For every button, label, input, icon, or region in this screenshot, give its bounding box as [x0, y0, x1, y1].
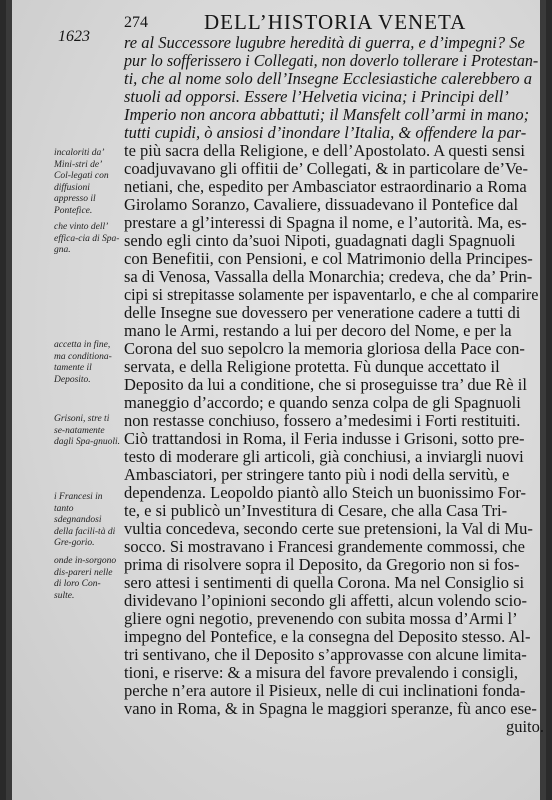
margin-note: i Francesi in tanto sdegnandosi della facili-tà di Gre-gorio.: [54, 492, 116, 548]
year-marginal: 1623: [58, 28, 90, 45]
text-line: tri sentivano, che il Deposito s’approvasse con alcune limita-: [124, 645, 527, 664]
text-line: Ciò trattandosi in Roma, il Feria indusse i Grisoni, sotto pre-: [124, 429, 525, 448]
margin-note: che vinto dell’ effica-cia di Spa-gna.: [54, 222, 120, 255]
text-line: non restasse conchiuso, fossero a’medesimi i Forti restituiti.: [124, 411, 521, 430]
text-line: con Benefitii, con Pensioni, e col Matrimonio della Principes-: [124, 249, 533, 268]
text-line: te, e si publicò un’Investitura di Cesare, che alla Casa Tri-: [124, 501, 508, 520]
text-line: pur lo sofferissero i Collegati, non doverlo tollerare i Protestan-: [124, 51, 539, 70]
text-line: Corona del suo sepolcro la memoria gloriosa della Pace con-: [124, 339, 525, 358]
text-line: re al Successore lugubre heredità di guerra, e d’impegni? Se: [124, 33, 525, 52]
text-line: perche n’era autore il Pisieux, nelle di cui inclinationi fonda-: [124, 681, 526, 700]
text-line: sendo egli cinto da’suoi Nipoti, guadagnati dagli Spagnuoli: [124, 231, 516, 250]
text-line: tioni, e riserve: & a misura del favore prevalendo i consigli,: [124, 663, 519, 682]
text-line: vultia concedeva, secondo certe sue pretensioni, la Val di Mu-: [124, 519, 533, 538]
running-title: DELL’HISTORIA VENETA: [204, 10, 467, 34]
text-line: Deposito da lui a conditione, che si proseguisse tra’ due Rè il: [124, 375, 527, 394]
text-line: netiani, che, espedito per Ambasciator estraordinario a Roma: [124, 177, 527, 196]
text-line: maneggio d’accordo; e quando senza colpa de gli Spagnuoli: [124, 393, 521, 412]
text-line: prima di risolvere sopra il Deposito, da Gregorio non si fos-: [124, 555, 520, 574]
text-line: socco. Si mostravano i Francesi grandemente commossi, che: [124, 537, 525, 556]
text-line: servata, e della Religione protetta. Fù dunque accettato il: [124, 357, 500, 376]
margin-note: onde in-sorgono dis-pareri nelle di loro Con-sulte.: [54, 556, 117, 601]
text-line: coadjuvavano gli offitii de’ Collegati, & in particolare de’Ve-: [124, 159, 528, 178]
text-line: prestare a gl’interessi di Spagna il nome, e l’autorità. Ma, es-: [124, 213, 527, 232]
text-line: dividevano l’opinioni secondo gli affetti, alcun volendo scio-: [124, 591, 527, 610]
text-line: sa di Venosa, Vassalla della Monarchia; credeva, che da’ Prin-: [124, 267, 533, 286]
text-line: impegno del Pontefice, e la consegna del Deposito stesso. Al-: [124, 627, 531, 646]
text-line: te più sacra della Religione, e dell’Apostolato. A questi sensi: [124, 141, 525, 160]
text-line: ti, che al nome solo dell’Insegne Ecclesiastiche calerebbero a: [124, 69, 532, 88]
margin-note: Grisoni, stre ti se-natamente dagli Spa-gnuoli.: [54, 414, 120, 447]
page-left-edge: [6, 0, 12, 800]
text-line: Girolamo Soranzo, Cavaliere, dissuadevano il Pontefice dal: [124, 195, 519, 214]
text-line: sero attesi i sentimenti di quella Corona. Ma nel Consiglio si: [124, 573, 525, 592]
text-line: cipi si strepitasse solamente per ispaventarlo, e che al comparire: [124, 285, 539, 304]
text-line: vano in Roma, & in Spagna le maggiori speranze, fù anco ese-: [124, 699, 537, 718]
margin-note: accetta in fine, ma conditiona-tamente il Deposito.: [54, 340, 112, 385]
page-right-edge: [540, 0, 546, 800]
page-number: 274: [124, 14, 148, 31]
text-line: testo di moderare gli articoli, già conchiusi, a inviargli nuovi: [124, 447, 524, 466]
text-line: tutti cupidi, ò ansiosi d’inondare l’Italia, & offendere la par-: [124, 123, 527, 142]
book-page: [6, 0, 546, 800]
text-line: stuoli ad opporsi. Essere l’Helvetia vicina; i Principi dell’: [124, 87, 509, 106]
text-line: mano le Armi, restando a lui per decoro del Nome, e per la: [124, 321, 512, 340]
text-line: gliere ogni negotio, prevenendo con subita mossa d’Armi l’: [124, 609, 518, 628]
text-line: guito.: [505, 717, 544, 736]
margin-note: incaloriti da’ Mini-stri de’ Col-legati con diffusioni appresso il Pontefice.: [54, 148, 109, 216]
text-line: Imperio non ancora abbattuti; il Mansfelt coll’armi in mano;: [124, 105, 530, 124]
text-line: dependenza. Leopoldo piantò allo Steich un buonissimo For-: [124, 483, 527, 502]
text-line: delle Insegne sue dovessero per veneratione cadere a tutti di: [124, 303, 521, 322]
text-line: Ambasciatori, per stringere tanto più i nodi della servitù, e: [124, 465, 510, 484]
